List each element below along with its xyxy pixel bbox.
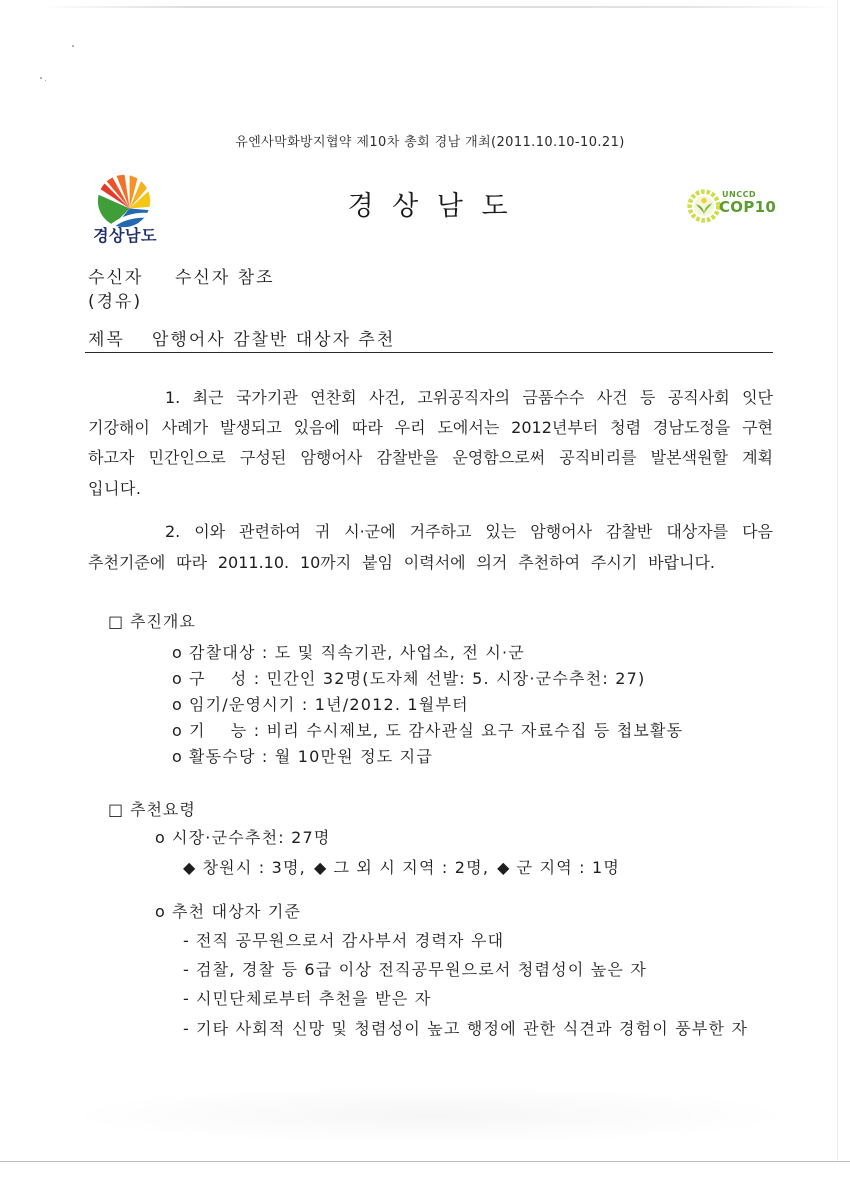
quota-segment: 군 지역 : 1명 bbox=[516, 858, 621, 877]
bullet-marker: o bbox=[155, 902, 166, 921]
dash-marker: - bbox=[183, 960, 190, 979]
list-item bbox=[172, 695, 469, 715]
cop10-emblem-icon bbox=[686, 185, 722, 227]
list-item-text: 활동수당 : 월 10만원 정도 지급 bbox=[189, 747, 433, 766]
section-heading-overview bbox=[108, 612, 196, 632]
header-note: 유엔사막화방지협약 제10차 총회 경남 개최(2011.10.10-10.21) bbox=[235, 135, 625, 150]
paragraph2-line: 2. 이와 관련하여 귀 시·군에 거주하고 있는 암행어사 감찰반 대상자를 다음 bbox=[165, 522, 773, 541]
list-item bbox=[172, 669, 645, 689]
quota-breakdown bbox=[183, 858, 620, 878]
scan-speck bbox=[72, 45, 74, 47]
subject-value: 암행어사 감찰반 대상자 추천 bbox=[152, 330, 396, 350]
checkbox-square-icon: □ bbox=[108, 800, 125, 819]
criteria-list-text: 검찰, 경찰 등 6급 이상 전직공무원으로서 청렴성이 높은 자 bbox=[195, 960, 648, 979]
dash-marker: - bbox=[183, 989, 190, 1008]
scan-edge-bottom bbox=[0, 1161, 850, 1162]
quota-text: 시장·군수추천: 27명 bbox=[172, 828, 331, 847]
criteria-list-item bbox=[183, 989, 431, 1009]
paragraph1-line: 입니다. bbox=[88, 479, 142, 498]
subject-label: 제목 bbox=[88, 330, 125, 350]
subject-underline bbox=[85, 352, 773, 353]
diamond-bullet-icon: ◆ bbox=[183, 858, 197, 877]
paragraph1-line: 하고자 민간인으로 구성된 암행어사 감찰반을 운영함으로써 공직비리를 발본색원할 계획 bbox=[88, 448, 773, 467]
recipient-label: 수신자 bbox=[88, 268, 144, 288]
gyeongnam-logo-text: 경상남도 bbox=[93, 226, 157, 245]
criteria-list-text: 시민단체로부터 추천을 받은 자 bbox=[195, 989, 432, 1008]
criteria-item bbox=[155, 902, 301, 922]
paragraph2-line: 추천기준에 따라 2011.10. 10까지 붙임 이력서에 의거 추천하여 주시기 바랍니다. bbox=[88, 553, 715, 572]
via-label: (경유) bbox=[88, 292, 143, 312]
scan-haze bbox=[60, 1085, 800, 1145]
gyeongnam-emblem-icon bbox=[96, 173, 152, 229]
quota-segment: 그 외 시 지역 : 2명, bbox=[333, 858, 490, 877]
bullet-marker: o bbox=[172, 643, 183, 662]
section-heading-text: 추진개요 bbox=[130, 612, 196, 631]
list-item bbox=[172, 747, 433, 767]
unccd-label: UNCCD bbox=[722, 190, 757, 199]
bullet-marker: o bbox=[155, 828, 166, 847]
criteria-text: 추천 대상자 기준 bbox=[172, 902, 302, 921]
criteria-list-item bbox=[183, 960, 647, 980]
list-item-text: 임기/운영시기 : 1년/2012. 1월부터 bbox=[189, 695, 469, 714]
checkbox-square-icon: □ bbox=[108, 612, 125, 631]
scan-speck bbox=[40, 77, 42, 79]
scan-edge-right bbox=[837, 0, 838, 1162]
criteria-list-text: 전직 공무원으로서 감사부서 경력자 우대 bbox=[195, 931, 505, 950]
dash-marker: - bbox=[183, 1019, 190, 1038]
paragraph1-line: 기강해이 사례가 발생되고 있음에 따라 우리 도에서는 2012년부터 청렴 경남도정을 구현 bbox=[88, 418, 773, 437]
dash-marker: - bbox=[183, 931, 190, 950]
quota-segment: 창원시 : 3명, bbox=[202, 858, 306, 877]
cop10-label: COP10 bbox=[719, 198, 777, 216]
bullet-marker: o bbox=[172, 721, 183, 740]
paragraph1-line: 1. 최근 국가기관 연찬회 사건, 고위공직자의 금품수수 사건 등 공직사회 잇단 bbox=[165, 388, 773, 407]
bullet-marker: o bbox=[172, 669, 183, 688]
list-item bbox=[172, 643, 525, 663]
recipient-value: 수신자 참조 bbox=[175, 268, 275, 288]
bullet-marker: o bbox=[172, 747, 183, 766]
diamond-bullet-icon: ◆ bbox=[313, 858, 328, 877]
scan-speck bbox=[45, 80, 46, 81]
criteria-list-item bbox=[183, 1019, 748, 1039]
list-item bbox=[172, 721, 683, 741]
criteria-list-item bbox=[183, 931, 504, 951]
bullet-marker: o bbox=[172, 695, 183, 714]
section-heading-text: 추천요령 bbox=[130, 800, 196, 819]
list-item-text: 감찰대상 : 도 및 직속기관, 사업소, 전 시·군 bbox=[189, 643, 525, 662]
list-item-text: 기 능 : 비리 수시제보, 도 감사관실 요구 자료수집 등 첩보활동 bbox=[189, 721, 684, 740]
diamond-bullet-icon: ◆ bbox=[497, 858, 511, 877]
page-title: 경 상 남 도 bbox=[347, 191, 513, 222]
quota-item bbox=[155, 828, 331, 848]
criteria-list-text: 기타 사회적 신망 및 청렴성이 높고 행정에 관한 식견과 경험이 풍부한 자 bbox=[195, 1019, 749, 1038]
scan-edge-top bbox=[40, 6, 840, 8]
list-item-text: 구 성 : 민간인 32명(도자체 선발: 5. 시장·군수추천: 27) bbox=[189, 669, 646, 688]
section-heading-recommendation bbox=[108, 800, 196, 820]
